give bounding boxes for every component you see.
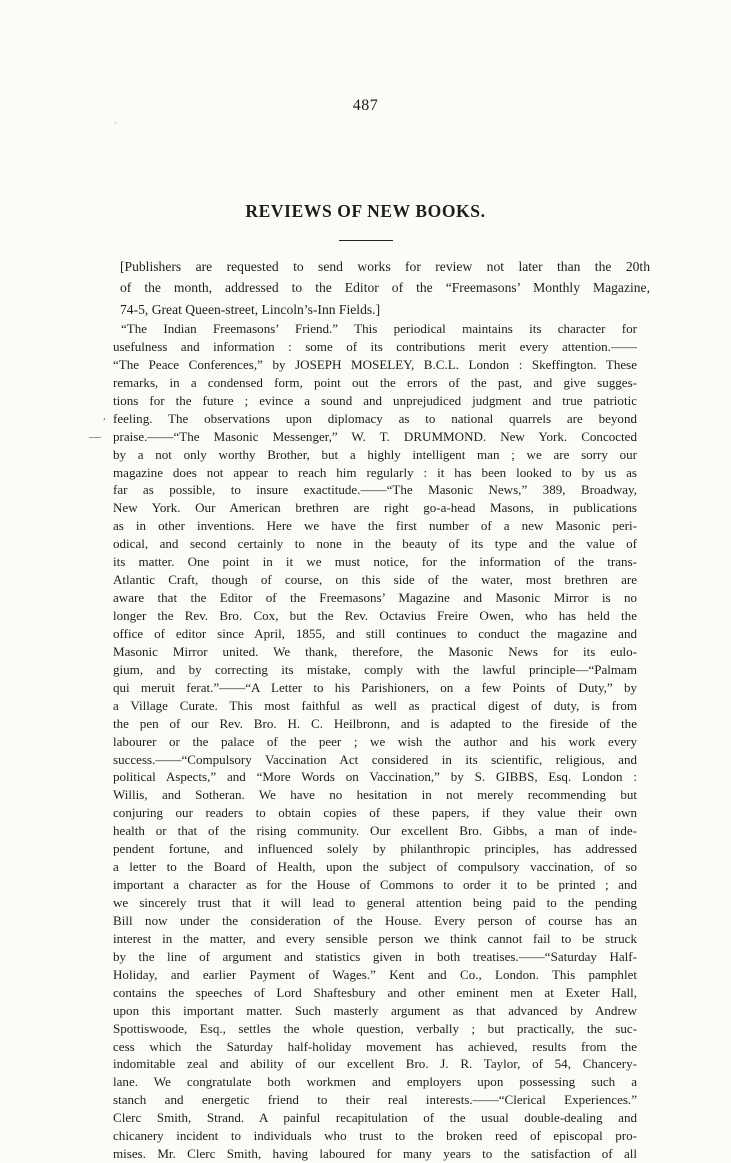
body-line: “The Peace Conferences,” by JOSEPH MOSELEY, B.C.L. London : Skeffington. These <box>113 356 637 372</box>
body-line: conjuring our readers to obtain copies of these papers, if they value their own <box>113 805 637 821</box>
page-title: REVIEWS OF NEW BOOKS. <box>245 201 486 221</box>
body-line: tions for the future ; evince a sound and unprejudiced judgment and true patriotic <box>113 392 637 408</box>
body-line: interest in the matter, and every sensible person we think cannot fail to be struck <box>113 930 637 946</box>
body-line: upon this important matter. Such masterly argument as that advanced by Andrew <box>113 1002 637 1018</box>
body-line: contains the speeches of Lord Shaftesbury and other eminent men at Exeter Hall, <box>113 984 637 1000</box>
body-line: lane. We congratulate both workmen and employers upon possessing such a <box>113 1074 637 1090</box>
print-speck: · <box>114 118 117 128</box>
body-line: Atlantic Craft, though of course, on this side of the water, most brethren are <box>113 572 637 588</box>
body-line: its matter. One point in it we must notice, for the information of the trans- <box>113 554 637 570</box>
body-line: Spottiswoode, Esq., settles the whole question, verbally ; but practically, the suc- <box>113 1020 637 1036</box>
body-line: health or that of the rising community. Our excellent Bro. Gibbs, a man of inde- <box>113 823 637 839</box>
body-line: success.——“Compulsory Vaccination Act considered in its scientific, religious, and <box>113 751 637 767</box>
body-line: New York. Our American brethren are right go-a-head Masons, in publications <box>113 500 637 516</box>
body-line: indomitable zeal and ability of our excellent Bro. J. R. Taylor, of 54, Chancery- <box>113 1056 637 1072</box>
body-line: pendent fortune, and influenced solely by philanthropic principles, has addressed <box>113 841 637 857</box>
body-line: we sincerely trust that it will lead to general attention being paid to the pending <box>113 895 637 910</box>
body-line: office of editor since April, 1855, and still continues to conduct the magazine and <box>113 625 637 641</box>
body-line: as in other inventions. Here we have the first number of a new Masonic peri- <box>113 518 637 534</box>
body-line: qui meruit ferat.”——“A Letter to his Parishioners, on a few Points of Duty,” by <box>113 679 637 695</box>
body-line: by a not only worthy Brother, but a highly intelligent man ; we are sorry our <box>113 446 637 462</box>
body-line: usefulness and information : some of its contributions merit every attention.—— <box>113 338 637 354</box>
body-line: aware that the Editor of the Freemasons’ Magazine and Masonic Mirror is no <box>113 590 637 606</box>
page-number: 487 <box>352 97 379 114</box>
body-line: praise.——“The Masonic Messenger,” W. T. DRUMMOND. New York. Concocted <box>113 428 637 444</box>
body-line: labourer or the palace of the peer ; we wish the author and his work every <box>113 733 637 749</box>
body-line: a Village Curate. This most faithful as well as practical digest of duty, is from <box>113 697 637 713</box>
body-line: remarks, in a condensed form, point out the errors of the past, and give sugges- <box>113 374 637 390</box>
body-line: longer the Rev. Bro. Cox, but the Rev. Octavius Freire Owen, who has held the <box>113 608 637 623</box>
body-line: Clerc Smith, Strand. A painful recapitulation of the usual double-dealing and <box>113 1110 637 1126</box>
notice-line: 74-5, Great Queen-street, Lincoln’s-Inn Fields.] <box>120 301 381 317</box>
body-line: important a character as for the House of Commons to order it to be printed ; and <box>113 877 637 893</box>
body-line: Bill now under the consideration of the House. Every person of course has an <box>113 912 637 928</box>
body-line: magazine does not appear to reach him regularly : it has been looked to by us as <box>113 464 637 480</box>
body-line: gium, and by correcting its mistake, comply with the lawful principle—“Palmam <box>113 661 637 677</box>
body-line: far as possible, to insure exactitude.——“The Masonic News,” 389, Broadway, <box>113 482 637 498</box>
body-line: Holiday, and earlier Payment of Wages.” Kent and Co., London. This pamphlet <box>113 966 637 982</box>
body-line: feeling. The observations upon diplomacy as to national quarrels are beyond <box>113 410 637 426</box>
body-line: political Aspects,” and “More Words on Vaccination,” by S. GIBBS, Esq. London : <box>113 769 637 785</box>
body-line: cess which the Saturday half-holiday movement has achieved, results from the <box>113 1038 637 1054</box>
body-line: “The Indian Freemasons’ Friend.” This periodical maintains its character for <box>121 321 637 336</box>
publishers-notice <box>120 256 650 320</box>
body-line: Masonic Mirror united. We thank, therefore, the Masonic News for its eulo- <box>113 643 637 659</box>
body-line: odical, and second certainly to none in the beauty of its type and the value of <box>113 536 637 552</box>
body-line: chicanery incident to individuals who trust to the broken reed of episcopal pro- <box>113 1128 637 1144</box>
body-line: Willis, and Sotheran. We have no hesitation in not merely recommending but <box>113 787 637 803</box>
body-line: mises. Mr. Clerc Smith, having laboured for many years to the satisfaction of all <box>113 1146 637 1162</box>
review-body <box>113 320 637 1163</box>
notice-line: [Publishers are requested to send works for review not later than the 20th <box>120 259 650 274</box>
body-line: by the line of argument and statistics given in both treatises.——“Saturday Half- <box>113 948 637 964</box>
margin-mark: , <box>103 410 106 422</box>
title-divider <box>339 240 393 241</box>
body-line: stanch and energetic friend to their real interests.——“Clerical Experiences.” <box>113 1092 637 1108</box>
notice-line: of the month, addressed to the Editor of the “Freemasons’ Monthly Magazine, <box>120 280 650 296</box>
body-line: the pen of our Rev. Bro. H. C. Heilbronn, and is adapted to the fireside of the <box>113 715 637 731</box>
margin-mark: — <box>89 429 101 443</box>
body-line: a letter to the Board of Health, upon the subject of compulsory vaccination, of so <box>113 859 637 875</box>
